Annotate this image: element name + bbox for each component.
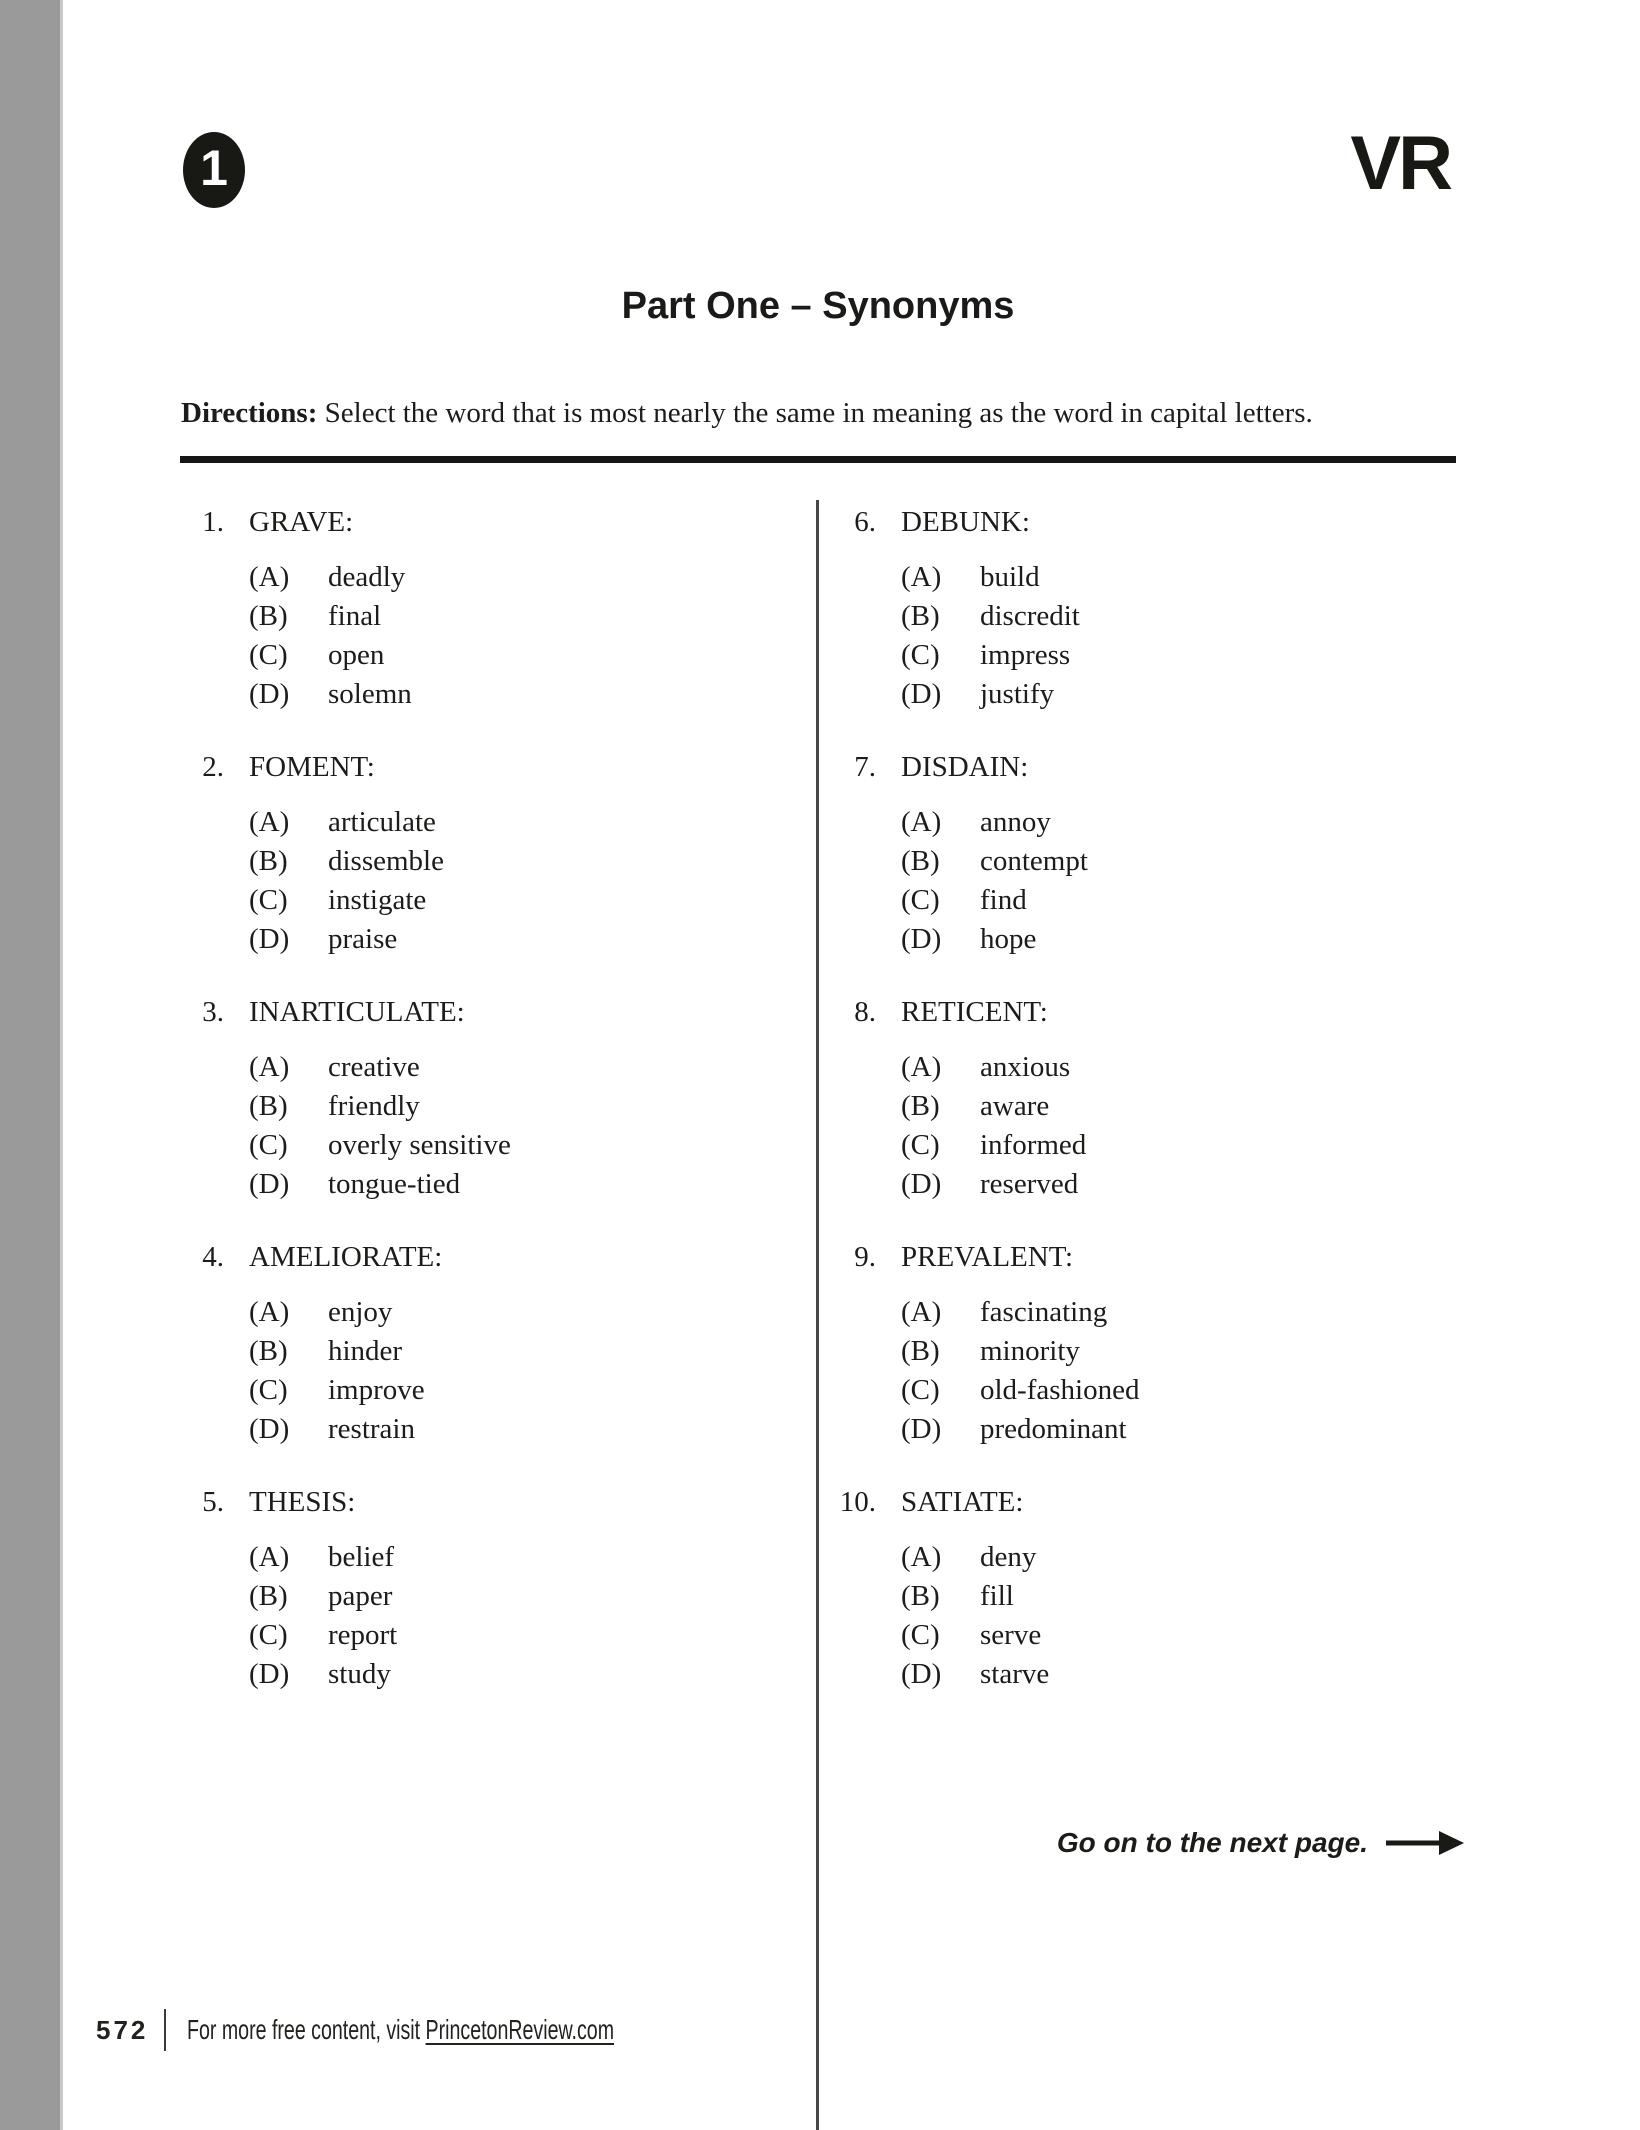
option-row — [249, 803, 444, 842]
question-options — [249, 558, 412, 714]
question-word: SATIATE: — [901, 1486, 1024, 1518]
option-text: fascinating — [980, 1296, 1108, 1328]
option-letter: (C) — [249, 1619, 288, 1651]
option-letter: (C) — [249, 1374, 288, 1406]
question-body — [249, 747, 444, 959]
question-number: 7. — [854, 751, 876, 783]
option-text: creative — [328, 1051, 420, 1083]
option-text: articulate — [328, 806, 436, 838]
option-row — [901, 920, 1088, 959]
option-letter: (D) — [901, 678, 942, 710]
question-item — [832, 1237, 1432, 1449]
option-row — [249, 1538, 397, 1577]
option-row — [901, 558, 1080, 597]
option-row — [249, 1616, 397, 1655]
option-row — [901, 1332, 1139, 1371]
option-row — [901, 1165, 1086, 1204]
question-word: PREVALENT: — [901, 1241, 1074, 1273]
directions-line — [181, 394, 1481, 432]
option-text: improve — [328, 1374, 425, 1406]
option-row — [901, 842, 1088, 881]
question-body — [901, 1237, 1139, 1449]
option-letter: (A) — [901, 1296, 942, 1328]
question-number: 1. — [202, 506, 224, 538]
option-text: hinder — [328, 1335, 403, 1367]
option-row — [901, 1410, 1139, 1449]
option-letter: (B) — [249, 1090, 288, 1122]
option-letter: (A) — [249, 1541, 290, 1573]
footer-separator — [164, 2009, 166, 2051]
option-letter: (D) — [901, 923, 942, 955]
option-letter: (C) — [901, 1374, 940, 1406]
option-row — [249, 842, 444, 881]
option-letter: (B) — [249, 845, 288, 877]
footer-note-text: For more free content, visit — [187, 2014, 426, 2045]
option-letter: (B) — [901, 600, 940, 632]
question-item — [832, 1482, 1432, 1694]
option-letter: (B) — [901, 1335, 940, 1367]
option-row — [249, 558, 412, 597]
option-letter: (B) — [249, 1335, 288, 1367]
option-text: deadly — [328, 561, 406, 593]
footer-link[interactable]: PrincetonReview.com — [425, 2014, 615, 2045]
option-row — [901, 1126, 1086, 1165]
option-row — [249, 1048, 511, 1087]
question-word: DISDAIN: — [901, 751, 1029, 783]
option-letter: (C) — [901, 884, 940, 916]
option-row — [901, 803, 1088, 842]
question-options — [901, 1293, 1139, 1449]
question-number: 9. — [854, 1241, 876, 1273]
question-item — [180, 1482, 770, 1694]
option-row — [901, 1616, 1049, 1655]
option-letter: (D) — [901, 1658, 942, 1690]
question-item — [180, 502, 770, 714]
footer-note — [187, 2014, 614, 2046]
section-number: 1 — [200, 140, 228, 196]
question-item — [180, 747, 770, 959]
option-text: predominant — [980, 1413, 1127, 1445]
option-row — [901, 1655, 1049, 1694]
option-row — [249, 1410, 442, 1449]
exam-code-label: VR — [1350, 121, 1450, 206]
option-row — [901, 636, 1080, 675]
questions-column-right — [832, 502, 1432, 1727]
option-text: praise — [328, 923, 398, 955]
column-divider — [816, 500, 819, 2130]
option-letter: (C) — [901, 1619, 940, 1651]
question-options — [901, 1048, 1086, 1204]
option-letter: (D) — [901, 1168, 942, 1200]
option-letter: (D) — [249, 678, 290, 710]
option-letter: (C) — [249, 884, 288, 916]
option-row — [901, 675, 1080, 714]
option-row — [249, 1087, 511, 1126]
option-row — [249, 636, 412, 675]
option-text: impress — [980, 639, 1071, 671]
question-number: 8. — [854, 996, 876, 1028]
section-divider-rule — [180, 456, 1456, 463]
option-row — [249, 597, 412, 636]
option-text: justify — [980, 678, 1055, 710]
option-row — [901, 1087, 1086, 1126]
option-letter: (B) — [249, 1580, 288, 1612]
option-text: annoy — [980, 806, 1051, 838]
question-options — [249, 1048, 511, 1204]
question-word: AMELIORATE: — [249, 1241, 443, 1273]
page-edge-strip — [0, 0, 63, 2130]
option-letter: (C) — [901, 639, 940, 671]
option-text: deny — [980, 1541, 1037, 1573]
option-text: serve — [980, 1619, 1042, 1651]
question-item — [832, 747, 1432, 959]
option-letter: (B) — [249, 600, 288, 632]
option-text: open — [328, 639, 385, 671]
option-row — [249, 1165, 511, 1204]
question-number: 5. — [202, 1486, 224, 1518]
option-row — [249, 1293, 442, 1332]
question-body — [249, 1237, 442, 1449]
option-letter: (B) — [901, 1090, 940, 1122]
option-text: discredit — [980, 600, 1080, 632]
option-letter: (C) — [901, 1129, 940, 1161]
question-number: 6. — [854, 506, 876, 538]
option-row — [901, 881, 1088, 920]
page-footer — [96, 2006, 797, 2054]
option-letter: (C) — [249, 1129, 288, 1161]
option-text: find — [980, 884, 1027, 916]
question-number: 2. — [202, 751, 224, 783]
option-letter: (B) — [901, 1580, 940, 1612]
option-text: dissemble — [328, 845, 444, 877]
option-text: solemn — [328, 678, 412, 710]
option-letter: (A) — [901, 1541, 942, 1573]
option-text: report — [328, 1619, 398, 1651]
option-text: anxious — [980, 1051, 1071, 1083]
question-word: DEBUNK: — [901, 506, 1030, 538]
option-row — [249, 920, 444, 959]
option-text: informed — [980, 1129, 1087, 1161]
option-text: restrain — [328, 1413, 415, 1445]
question-body — [901, 502, 1080, 714]
question-word: FOMENT: — [249, 751, 375, 783]
option-text: minority — [980, 1335, 1080, 1367]
option-text: aware — [980, 1090, 1050, 1122]
option-text: fill — [980, 1580, 1014, 1612]
option-letter: (D) — [901, 1413, 942, 1445]
option-text: old-fashioned — [980, 1374, 1140, 1406]
question-item — [832, 992, 1432, 1204]
question-body — [249, 502, 412, 714]
option-row — [901, 1371, 1139, 1410]
option-text: build — [980, 561, 1040, 593]
option-letter: (D) — [249, 1413, 290, 1445]
option-letter: (A) — [249, 1051, 290, 1083]
option-text: friendly — [328, 1090, 420, 1122]
question-options — [249, 1293, 442, 1449]
option-row — [901, 597, 1080, 636]
option-letter: (A) — [901, 806, 942, 838]
option-letter: (A) — [901, 561, 942, 593]
option-row — [249, 1655, 397, 1694]
go-on-note — [1057, 1826, 1464, 1860]
option-row — [249, 1577, 397, 1616]
option-letter: (D) — [249, 1658, 290, 1690]
option-text: belief — [328, 1541, 395, 1573]
option-letter: (A) — [249, 1296, 290, 1328]
question-body — [249, 992, 511, 1204]
option-text: hope — [980, 923, 1037, 955]
option-letter: (A) — [249, 561, 290, 593]
option-letter: (A) — [901, 1051, 942, 1083]
option-row — [249, 881, 444, 920]
question-word: THESIS: — [249, 1486, 356, 1518]
option-text: enjoy — [328, 1296, 393, 1328]
question-options — [901, 803, 1088, 959]
question-word: INARTICULATE: — [249, 996, 465, 1028]
question-options — [901, 558, 1080, 714]
directions-label: Directions: — [181, 397, 318, 429]
option-text: tongue-tied — [328, 1168, 461, 1200]
option-letter: (D) — [249, 1168, 290, 1200]
question-item — [180, 1237, 770, 1449]
option-text: instigate — [328, 884, 427, 916]
question-item — [832, 502, 1432, 714]
question-word: GRAVE: — [249, 506, 354, 538]
question-options — [249, 1538, 397, 1694]
page-number: 572 — [96, 2014, 149, 2045]
option-letter: (A) — [249, 806, 290, 838]
question-number: 10. — [839, 1486, 876, 1518]
go-on-text: Go on to the next page. — [1056, 1827, 1368, 1858]
option-text: final — [328, 600, 382, 632]
option-row — [249, 1126, 511, 1165]
option-letter: (C) — [249, 639, 288, 671]
option-row — [901, 1293, 1139, 1332]
option-text: starve — [980, 1658, 1050, 1690]
option-row — [901, 1577, 1049, 1616]
option-text: reserved — [980, 1168, 1079, 1200]
question-options — [249, 803, 444, 959]
option-letter: (D) — [249, 923, 290, 955]
option-text: paper — [328, 1580, 393, 1612]
page-title: Part One – Synonyms — [621, 285, 1015, 327]
option-text: contempt — [980, 845, 1088, 877]
question-body — [901, 992, 1086, 1204]
option-row — [249, 1371, 442, 1410]
option-letter: (B) — [901, 845, 940, 877]
next-page-arrow-icon — [1386, 1830, 1464, 1856]
question-body — [249, 1482, 397, 1694]
question-body — [901, 747, 1088, 959]
option-row — [901, 1048, 1086, 1087]
option-row — [249, 675, 412, 714]
question-body — [901, 1482, 1049, 1694]
question-word: RETICENT: — [901, 996, 1048, 1028]
question-options — [901, 1538, 1049, 1694]
question-number: 3. — [202, 996, 224, 1028]
option-text: overly sensitive — [328, 1129, 511, 1161]
questions-column-left — [180, 502, 770, 1727]
section-number-badge — [183, 132, 245, 208]
question-item — [180, 992, 770, 1204]
question-number: 4. — [202, 1241, 224, 1273]
option-text: study — [328, 1658, 391, 1690]
directions-text: Select the word that is most nearly the same in meaning as the word in capital letters. — [317, 397, 1313, 429]
option-row — [901, 1538, 1049, 1577]
option-row — [249, 1332, 442, 1371]
